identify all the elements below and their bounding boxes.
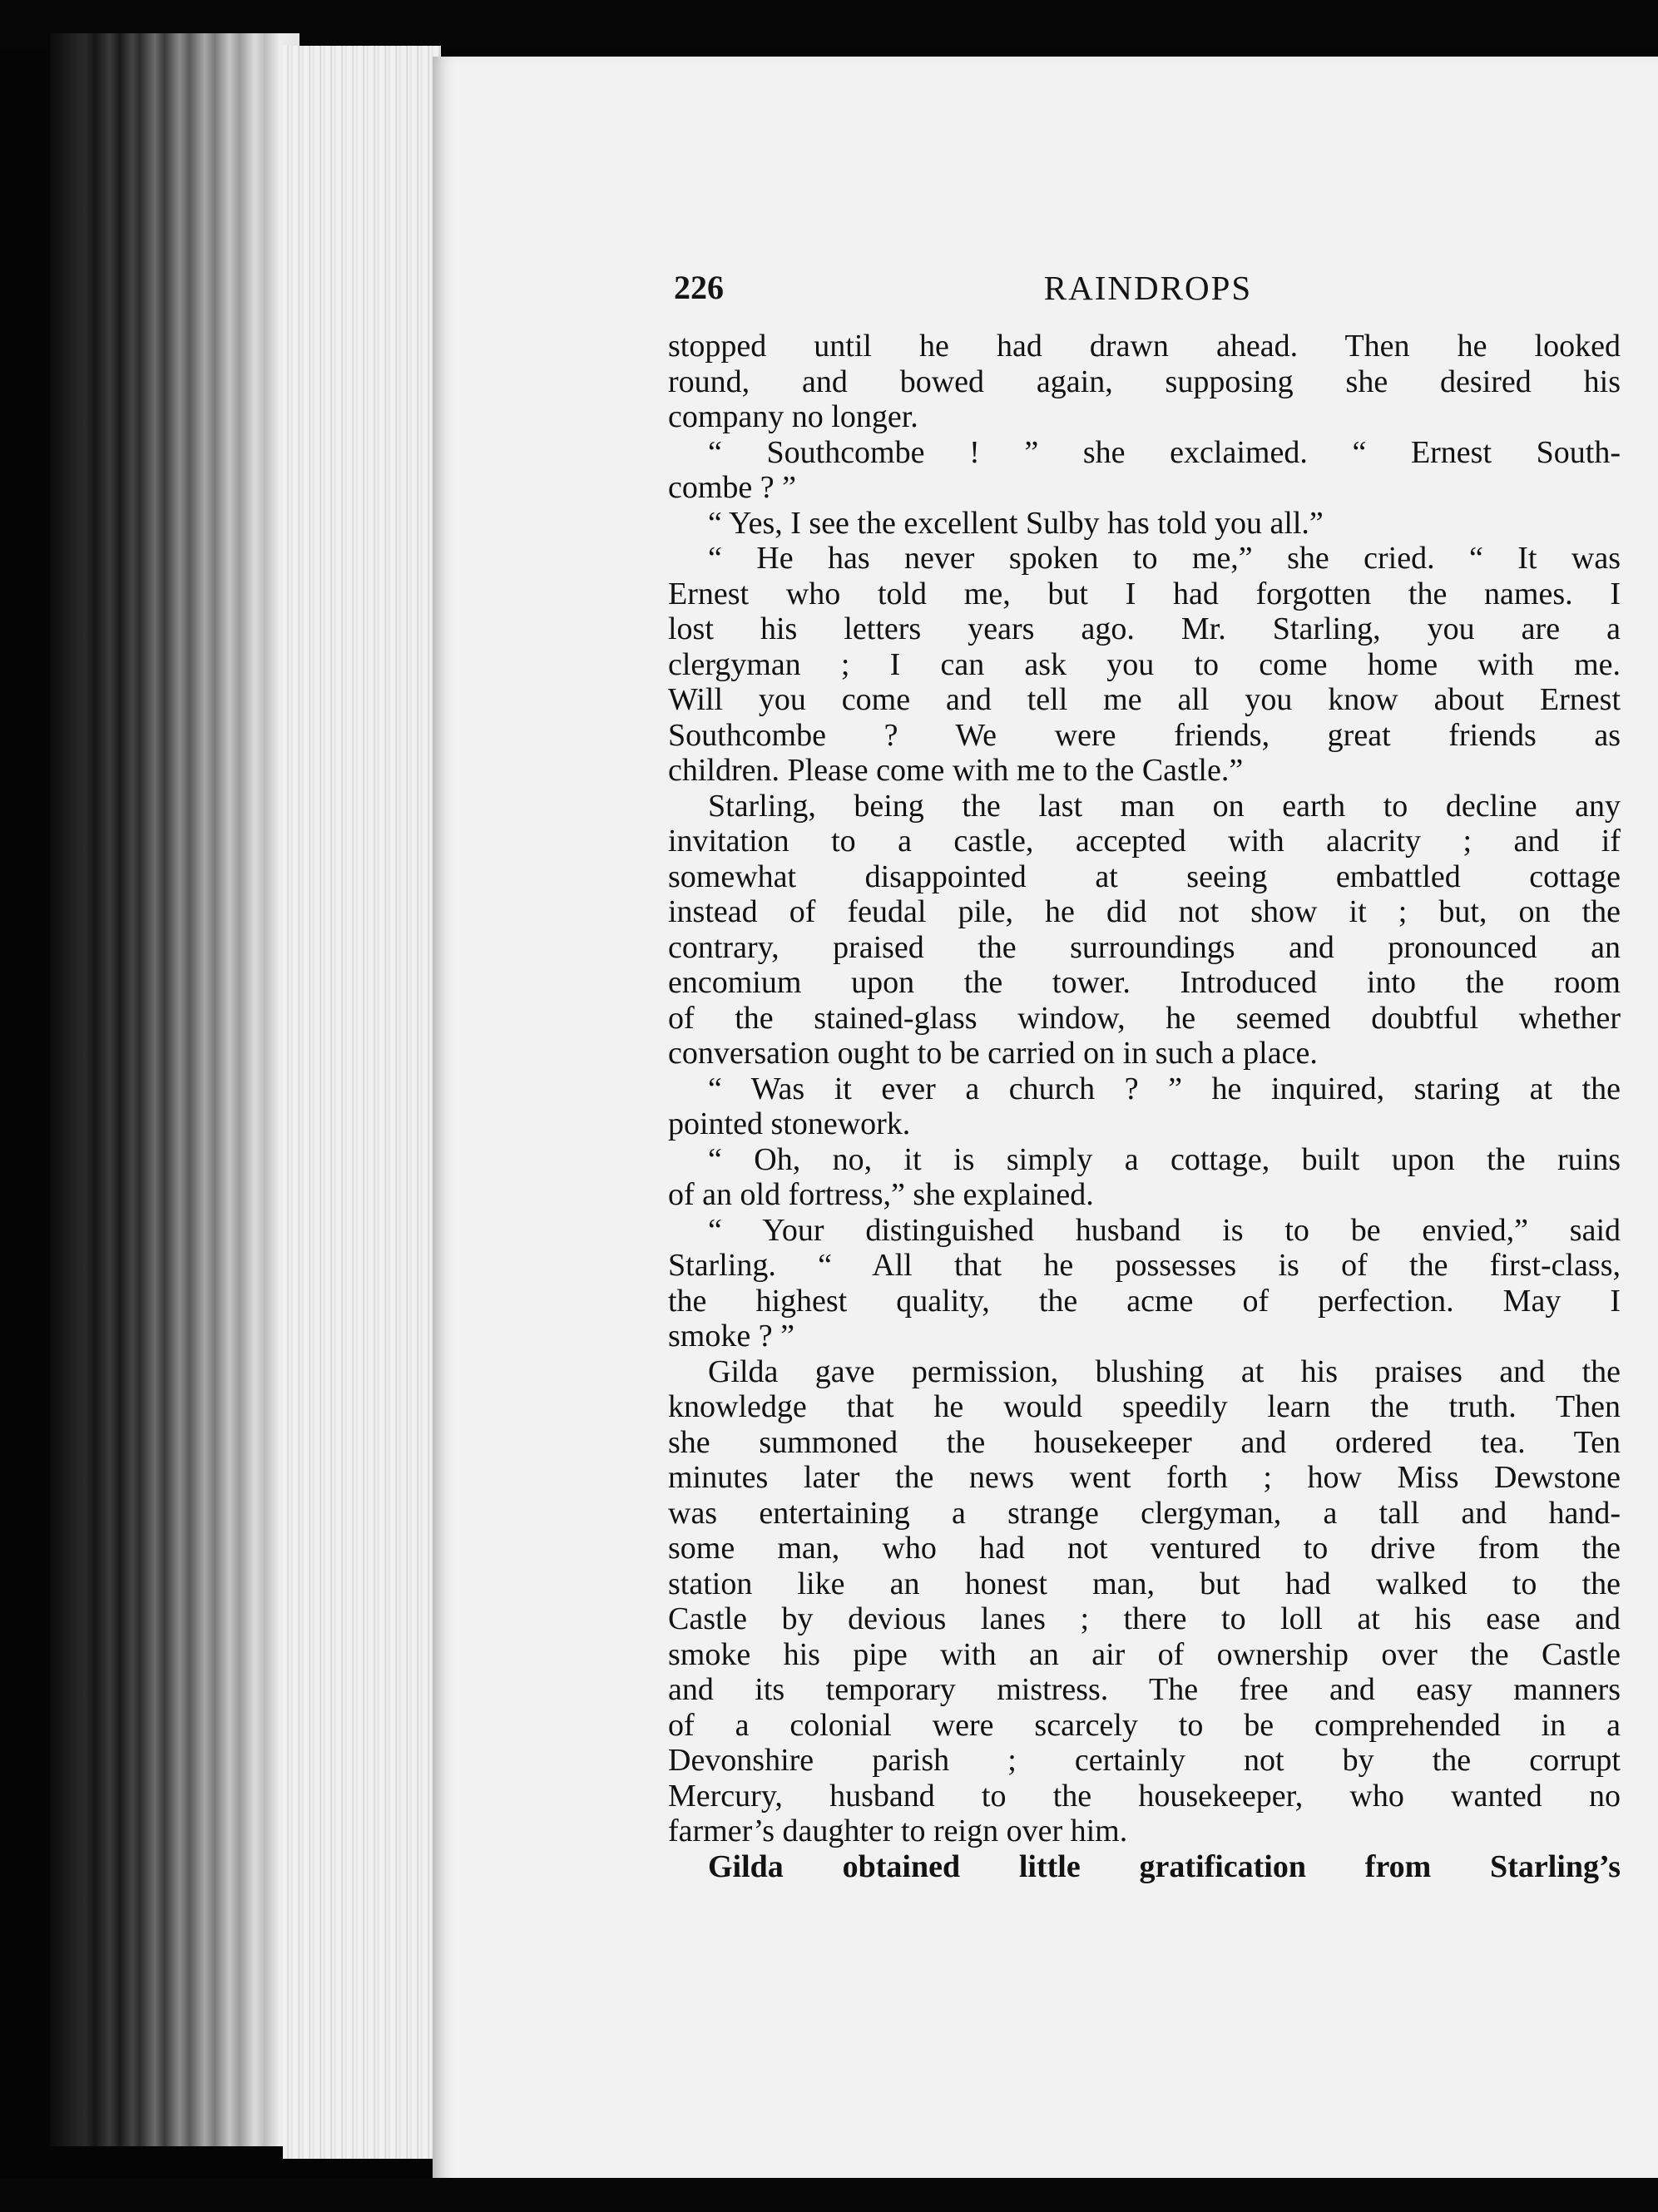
text-line: pointed stonework. (668, 1106, 911, 1141)
text-line: contrary, praised the surroundings and pronounced an (668, 929, 1621, 965)
text-line: Devonshire parish ; certainly not by the corrupt (668, 1743, 1621, 1778)
text-line: children. Please come with me to the Castle.” (668, 753, 1244, 788)
text-line: knowledge that he would speedily learn the truth. Then (668, 1389, 1621, 1424)
text-line: Starling. “ All that he possesses is of the first-class, (668, 1248, 1621, 1283)
text-line: of an old fortress,” she explained. (668, 1177, 1094, 1212)
scan-bottom-border (0, 2178, 1658, 2212)
text-line: stopped until he had drawn ahead. Then he looked (668, 329, 1621, 364)
text-line: station like an honest man, but had walked to the (668, 1566, 1621, 1601)
text-line: farmer’s daughter to reign over him. (668, 1814, 1128, 1848)
text-line: she summoned the housekeeper and ordered tea. Ten (668, 1424, 1621, 1460)
text-line: “ Was it ever a church ? ” he inquired, staring at the (708, 1071, 1621, 1106)
running-title: RAINDROPS (1043, 269, 1253, 307)
text-line: of the stained-glass window, he seemed doubtful whether (668, 1000, 1621, 1036)
text-line: smoke his pipe with an air of ownership over the Castle (668, 1636, 1621, 1672)
text-line: “ Yes, I see the excellent Sulby has told you all.” (708, 505, 1324, 541)
text-line: minutes later the news went forth ; how Miss Dewstone (668, 1460, 1621, 1495)
text-line: conversation ought to be carried on in such a place. (668, 1036, 1318, 1071)
text-line: some man, who had not ventured to drive from the (668, 1531, 1621, 1566)
text-line: Mercury, husband to the housekeeper, who wanted no (668, 1778, 1621, 1814)
text-line: Southcombe ? We were friends, great friends as (668, 717, 1621, 753)
text-line: round, and bowed again, supposing she desired his (668, 364, 1621, 399)
page-stack-edges (283, 46, 441, 2159)
book-binding-edge (50, 33, 299, 2146)
text-line: “ Southcombe ! ” she exclaimed. “ Ernest South- (708, 434, 1621, 470)
text-line: the highest quality, the acme of perfection. May I (668, 1283, 1621, 1319)
text-line: somewhat disappointed at seeing embattled cottage (668, 859, 1621, 894)
text-line: Gilda gave permission, blushing at his praises and the (708, 1353, 1621, 1389)
text-line: Castle by devious lanes ; there to loll at his ease and (668, 1601, 1621, 1636)
text-line: Starling, being the last man on earth to decline any (708, 788, 1621, 824)
text-line: Gilda obtained little gratification from Starling’s (708, 1848, 1621, 1884)
text-line: combe ? ” (668, 470, 797, 505)
text-line: smoke ? ” (668, 1319, 794, 1353)
text-line: lost his letters years ago. Mr. Starling, you are a (668, 611, 1621, 646)
text-line: encomium upon the tower. Introduced into the room (668, 965, 1621, 1000)
text-line: invitation to a castle, accepted with alacrity ; and if (668, 824, 1621, 859)
running-head (674, 268, 1622, 314)
text-line: company no longer. (668, 399, 918, 434)
text-line: Ernest who told me, but I had forgotten the names. I (668, 576, 1621, 611)
text-line: Will you come and tell me all you know about Ernest (668, 682, 1621, 717)
text-line: was entertaining a strange clergyman, a tall and hand- (668, 1495, 1621, 1531)
text-line: instead of feudal pile, he did not show it ; but, on the (668, 894, 1621, 929)
page-number: 226 (674, 269, 724, 306)
text-line: of a colonial were scarcely to be comprehended in a (668, 1707, 1621, 1743)
text-line: clergyman ; I can ask you to come home with me. (668, 646, 1621, 682)
text-line: “ Your distinguished husband is to be envied,” said (708, 1212, 1621, 1248)
text-line: and its temporary mistress. The free and easy manners (668, 1672, 1621, 1707)
body-text (668, 329, 1621, 1884)
text-line: “ He has never spoken to me,” she cried. “ It was (708, 541, 1621, 576)
text-line: “ Oh, no, it is simply a cottage, built upon the ruins (708, 1141, 1621, 1177)
